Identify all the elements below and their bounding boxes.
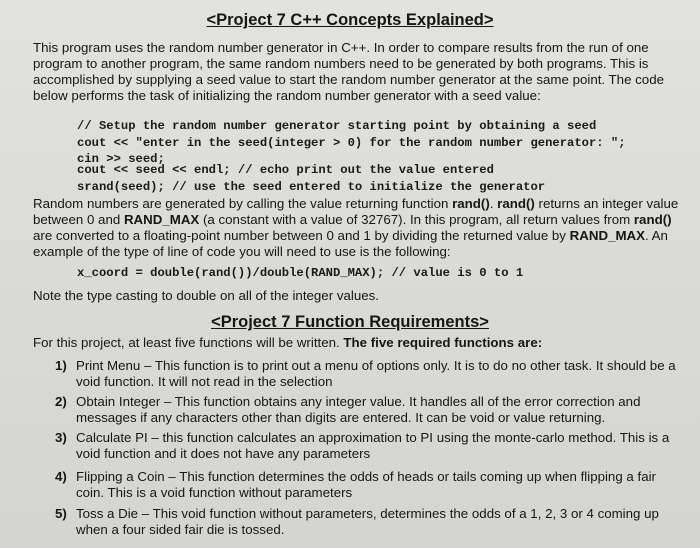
list-number: 4) — [55, 469, 67, 484]
list-item-text: Calculate PI – this function calculates an approximation to PI using the monte-carlo method. This is a void function and it does not have any parameters — [76, 430, 670, 461]
code-line-x-coord: x_coord = double(rand())/double(RAND_MAX); // value is 0 to 1 — [77, 266, 524, 280]
list-number: 3) — [55, 430, 67, 445]
list-item-text: Obtain Integer – This function obtains any integer value. It handles all of the error correction and messages if any characters other than digits are entered. It can be void or value returning. — [76, 394, 641, 425]
code-block-seed-setup — [77, 118, 626, 168]
code-line: // Setup the random number generator starting point by obtaining a seed — [77, 119, 597, 133]
required-functions-label: The five required functions are: — [343, 335, 543, 350]
rand-max-constant: RAND_MAX — [569, 228, 646, 243]
type-casting-note: Note the type casting to double on all of the integer values. — [33, 288, 379, 303]
text-run: are converted to a floating-point number between 0 and 1 by dividing the returned value by — [33, 228, 570, 243]
requirements-intro — [33, 335, 542, 351]
rand-function-name: rand() — [633, 212, 672, 227]
text-run: . An example of the type of line of code you will need to use is the following: — [33, 228, 668, 259]
section-title-requirements — [0, 313, 700, 332]
list-number: 2) — [55, 394, 67, 409]
code-line: srand(seed); // use the seed entered to initialize the generator — [77, 179, 546, 194]
requirement-item-flip-coin — [55, 469, 685, 500]
requirement-item-print-menu — [55, 358, 685, 389]
random-numbers-paragraph — [33, 196, 683, 260]
text-run: returns an integer value between 0 and — [33, 196, 679, 227]
list-item-text: Print Menu – This function is to print out a menu of options only. It is to do no other task. It should be a void function. It will not read in the selection — [76, 358, 676, 389]
code-line: cout << "enter in the seed(integer > 0) for the random number generator: "; — [77, 135, 626, 150]
concepts-heading: <Project 7 C++ Concepts Explained> — [206, 11, 494, 29]
text-run: Random numbers are generated by calling the value returning function — [33, 196, 453, 211]
text-run: For this project, at least five functions will be written. — [33, 335, 344, 350]
intro-paragraph: This program uses the random number generator in C++. In order to compare results from the run of one program to another program, the same random numbers need to be generated by both programs. This is accomplished by supplying a seed value to start the random number generator at the same point. The code below performs the task of initializing the random number generator with a seed value: — [33, 40, 664, 103]
code-line: cin >> seed; — [77, 152, 165, 166]
requirement-item-obtain-integer — [55, 394, 685, 425]
text-run: . — [489, 196, 498, 211]
list-number: 5) — [55, 506, 67, 521]
code-line: cout << seed << endl; // echo print out the value entered — [77, 163, 494, 177]
text-run: (a constant with a value of 32767). In this program, all return values from — [199, 212, 634, 227]
list-number: 1) — [55, 358, 67, 373]
list-item-text: Toss a Die – This void function without parameters, determines the odds of a 1, 2, 3 or 4 coming up when a four sided fair die is tossed. — [76, 506, 659, 537]
code-block-srand — [77, 162, 545, 195]
list-item-text: Flipping a Coin – This function determines the odds of heads or tails coming up when flipping a fair coin. This is a void function without parameters — [76, 469, 656, 500]
requirement-item-toss-die — [55, 506, 685, 537]
rand-max-constant: RAND_MAX — [123, 212, 200, 227]
rand-function-name: rand() — [497, 196, 535, 211]
requirements-heading: <Project 7 Function Requirements> — [211, 313, 489, 331]
rand-function-name: rand() — [452, 196, 490, 211]
requirement-item-calculate-pi — [55, 430, 685, 461]
section-title-concepts — [0, 11, 700, 30]
